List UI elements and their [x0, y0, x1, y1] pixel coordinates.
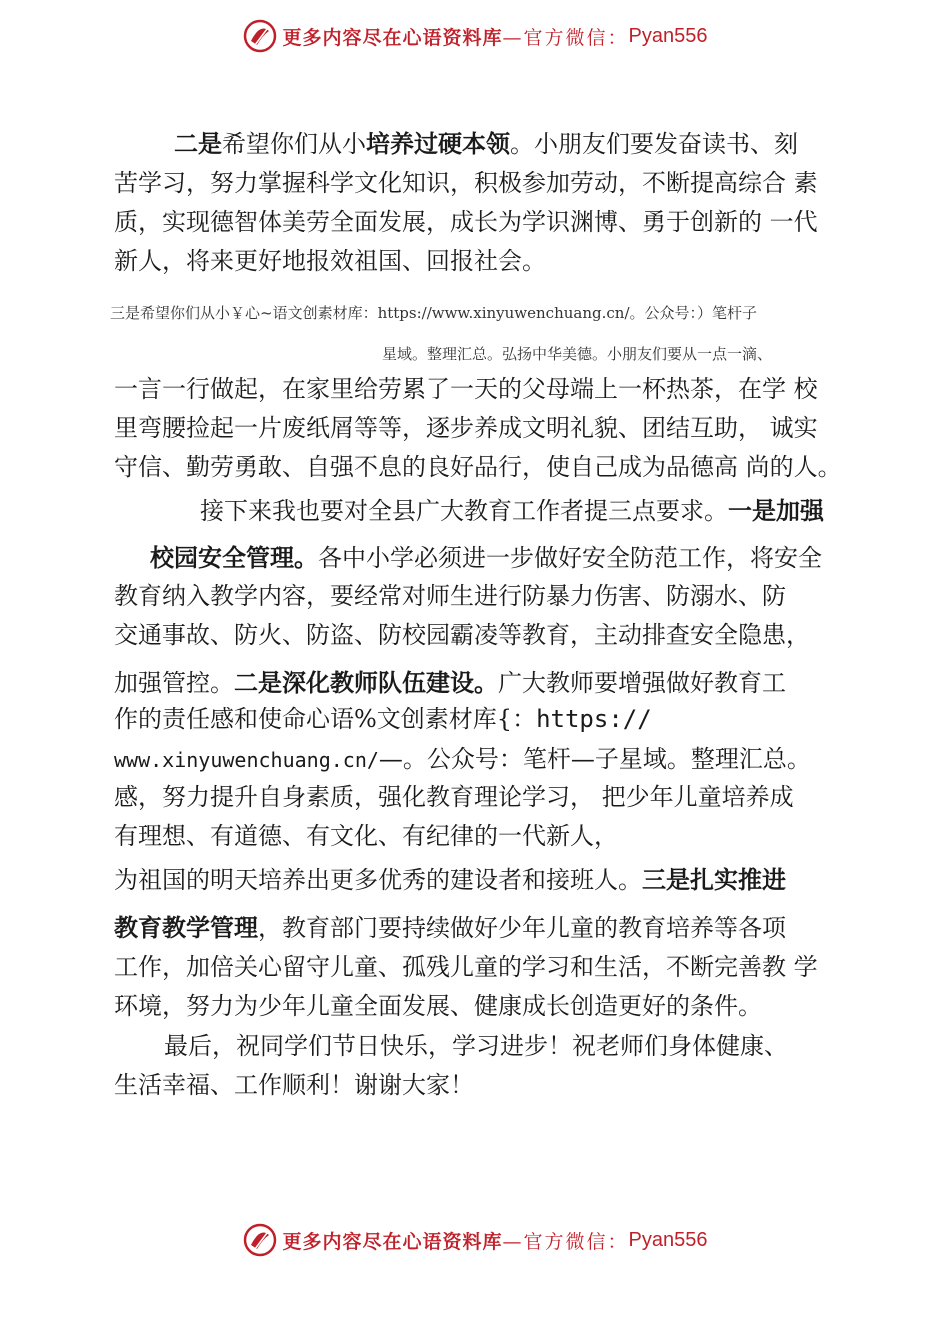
url-text: https://	[536, 705, 652, 733]
p1-line-3: 质，实现德智体美劳全面发展，成长为学识渊博、勇于创新的 一代	[114, 208, 818, 236]
bold-phrase: 二是	[174, 130, 222, 158]
p3-line-4: 交通事故、防火、防盗、防校园霸凌等教育，主动排查安全隐患，	[114, 621, 810, 649]
brand-logo-icon	[243, 1223, 277, 1257]
p3-line-6	[114, 704, 652, 734]
bold-phrase: 教育教学管理	[114, 914, 258, 942]
text-run: 为祖国的明天培养出更多优秀的建设者和接班人。	[114, 866, 642, 894]
text-run: ，教育部门要持续做好少年儿童的教育培养等各项	[258, 914, 786, 942]
bold-phrase: 三是扎实推进	[642, 866, 786, 894]
p3-line-1	[200, 496, 824, 526]
p1-line-2: 苦学习，努力掌握科学文化知识，积极参加劳动，不断提高综合 素	[114, 169, 818, 197]
p4-line-2: 生活幸福、工作顺利！谢谢大家！	[114, 1071, 474, 1099]
p2-line-3: 一言一行做起，在家里给劳累了一天的父母端上一杯热茶，在学 校	[114, 375, 818, 403]
p3-line-2	[150, 543, 822, 573]
banner-subtitle: —官方微信：	[502, 26, 629, 49]
text-run: 加强管控。	[114, 669, 234, 697]
p3-line-13: 环境，努力为少年儿童全面发展、健康成长创造更好的条件。	[114, 992, 762, 1020]
p1-line-1	[174, 129, 798, 159]
header-banner	[0, 14, 950, 58]
p3-line-10	[114, 865, 786, 895]
banner-subtitle: —官方微信：	[502, 1230, 629, 1253]
text-run: —。公众号：笔杆—子星域。整理汇总。	[378, 745, 811, 773]
p3-line-11	[114, 913, 786, 943]
bold-phrase: 一是加强	[728, 497, 824, 525]
p2-line-4: 里弯腰捡起一片废纸屑等等，逐步养成文明礼貌、团结互助， 诚实	[114, 414, 818, 442]
p2-line-2: 星域。整理汇总。弘扬中华美德。小朋友们要从一点一滴、	[382, 345, 773, 363]
brand-logo-icon	[243, 19, 277, 53]
p2-line-5: 守信、勤劳勇敢、自强不息的良好品行，使自己成为品德高 尚的人。	[114, 453, 842, 481]
text-run: 作的责任感和使命心语%文创素材库{：	[114, 705, 537, 733]
bold-phrase: 二是深化教师队伍建设。	[234, 669, 498, 697]
text-run: 接下来我也要对全县广大教育工作者提三点要求。	[200, 497, 728, 525]
banner-wechat-id: Pyan556	[628, 24, 708, 47]
p3-line-8: 感，努力提升自身素质，强化教育理论学习， 把少年儿童培养成	[114, 783, 794, 811]
bold-phrase: 校园安全管理。	[150, 544, 318, 572]
p3-line-7	[114, 744, 811, 775]
p1-line-4: 新人，将来更好地报效祖国、回报社会。	[114, 247, 546, 275]
banner-title: 更多内容尽在心语资料库	[282, 1230, 503, 1253]
p4-line-1: 最后，祝同学们节日快乐，学习进步！祝老师们身体健康、	[164, 1032, 788, 1060]
p3-line-3: 教育纳入教学内容，要经常对师生进行防暴力伤害、防溺水、防	[114, 582, 786, 610]
banner-title: 更多内容尽在心语资料库	[282, 26, 503, 49]
p2-line-1: 三是希望你们从小￥心~语文创素材库：https://www.xinyuwenchuang.cn/。公众号：）笔杆子	[110, 304, 757, 322]
footer-banner	[0, 1218, 950, 1262]
p3-line-12: 工作，加倍关心留守儿童、孤残儿童的学习和生活，不断完善教 学	[114, 953, 818, 981]
text-run: 各中小学必须进一步做好安全防范工作，将安全	[318, 544, 822, 572]
p3-line-9: 有理想、有道德、有文化、有纪律的一代新人，	[114, 822, 618, 850]
text-run: 广大教师要增强做好教育工	[498, 669, 786, 697]
text-run: 希望你们从小	[222, 130, 366, 158]
url-text: www.xinyuwenchuang.cn/	[114, 748, 379, 772]
banner-wechat-id: Pyan556	[628, 1228, 708, 1251]
bold-phrase: 培养过硬本领	[366, 130, 510, 158]
text-run: 。小朋友们要发奋读书、刻	[510, 130, 798, 158]
p3-line-5	[114, 668, 786, 698]
